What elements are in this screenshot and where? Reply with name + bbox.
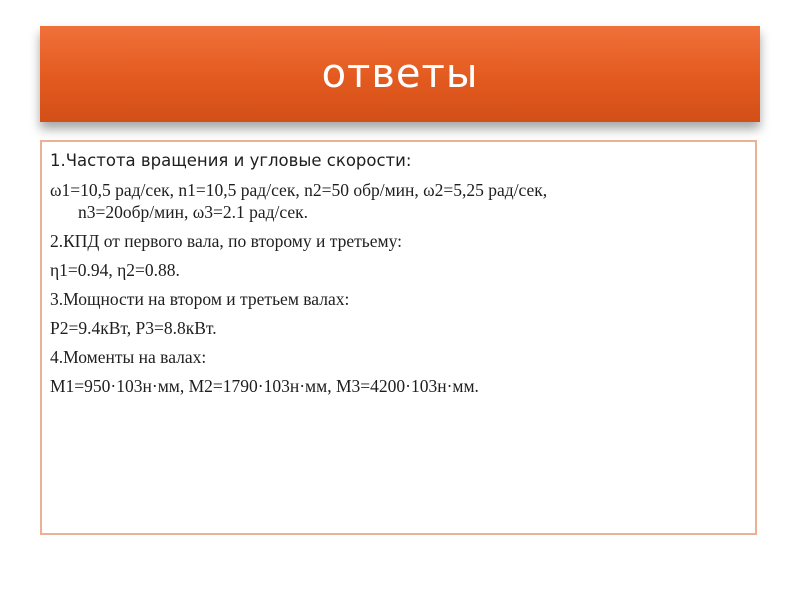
answer-efficiency: η1=0.94, η2=0.88. [50,260,180,280]
answer-speeds-line-2: n3=20обр/мин, ω3=2.1 рад/сек. [78,202,308,222]
answer-speeds [50,179,747,223]
title-bar [40,26,760,122]
heading-moments: 4.Моменты на валах: [50,347,207,367]
content-body [50,150,747,404]
answer-moments: M1=950·103н·мм, M2=1790·103н·мм, M3=4200·103н·мм. [50,376,479,396]
answer-power: P2=9.4кВт, P3=8.8кВт. [50,318,217,338]
slide-title: ответы [321,51,479,97]
answer-speeds-line-1: ω1=10,5 рад/сек, n1=10,5 рад/сек, n2=50 обр/мин, ω2=5,25 рад/сек, [50,180,548,200]
heading-rotation-speed: 1.Частота вращения и угловые скорости: [50,151,412,170]
heading-power: 3.Мощности на втором и третьем валах: [50,289,350,309]
content-box [40,140,757,535]
heading-efficiency: 2.КПД от первого вала, по второму и третьему: [50,231,402,251]
